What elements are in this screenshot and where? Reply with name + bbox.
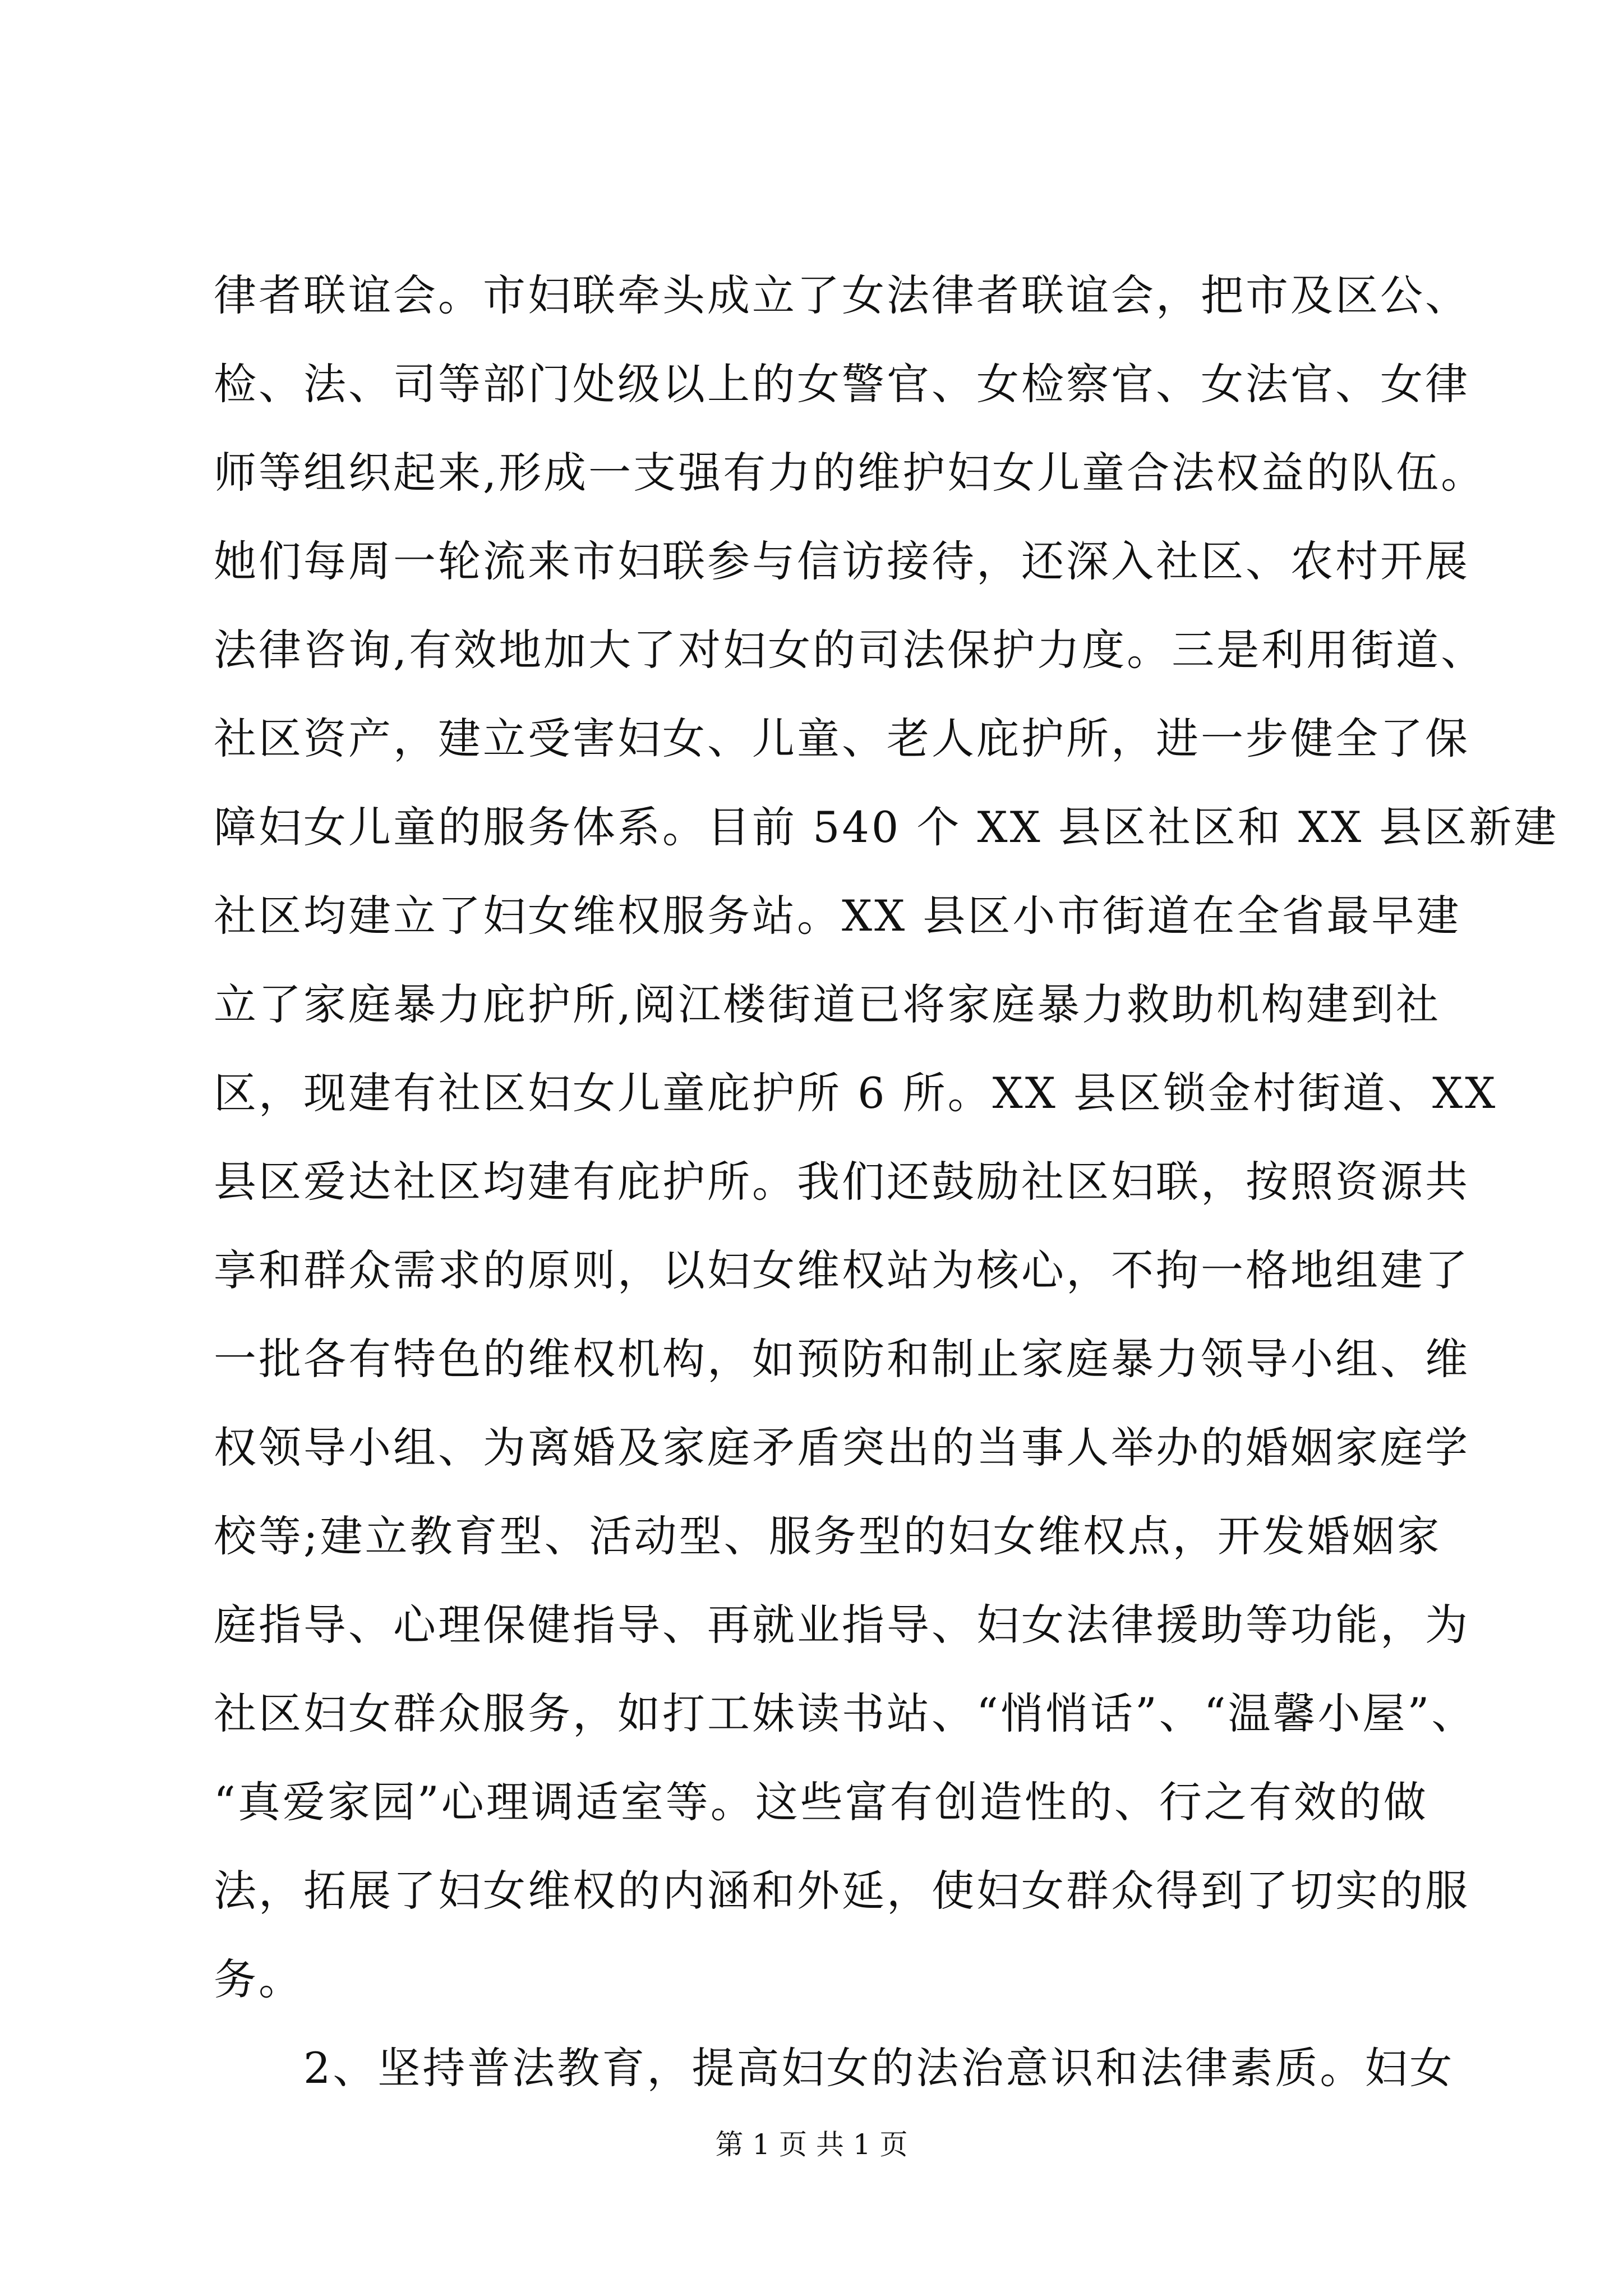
text-line: 校等;建立教育型、活动型、服务型的妇女维权点，开发婚姻家	[214, 1511, 1442, 1561]
text-line: 社区资产，建立受害妇女、儿童、老人庇护所，进一步健全了保	[214, 714, 1470, 763]
body-text	[214, 251, 1559, 2113]
text-line: 检、法、司等部门处级以上的女警官、女检察官、女法官、女律	[214, 359, 1470, 409]
text-line: 她们每周一轮流来市妇联参与信访接待，还深入社区、农村开展	[214, 536, 1470, 586]
text-line: “真爱家园”心理调适室等。这些富有创造性的、行之有效的做	[214, 1777, 1428, 1827]
text-line: 障妇女儿童的服务体系。目前 540 个 XX 县区社区和 XX 县区新建	[214, 802, 1559, 852]
text-line: 社区均建立了妇女维权服务站。XX 县区小市街道在全省最早建	[214, 891, 1461, 941]
text-line: 务。	[214, 1954, 303, 2004]
page-number-label: 第 1 页 共 1 页	[715, 2128, 908, 2161]
text-line: 庭指导、心理保健指导、再就业指导、妇女法律援助等功能，为	[214, 1600, 1470, 1650]
text-line: 2、坚持普法教育，提高妇女的法治意识和法律素质。妇女	[214, 2043, 1455, 2093]
text-line: 一批各有特色的维权机构，如预防和制止家庭暴力领导小组、维	[214, 1334, 1470, 1384]
text-line: 律者联谊会。市妇联牵头成立了女法律者联谊会，把市及区公、	[214, 270, 1470, 320]
text-line: 权领导小组、为离婚及家庭矛盾突出的当事人举办的婚姻家庭学	[214, 1423, 1470, 1473]
text-line: 县区爱达社区均建有庇护所。我们还鼓励社区妇联，按照资源共	[214, 1157, 1470, 1207]
text-line: 法，拓展了妇女维权的内涵和外延，使妇女群众得到了切实的服	[214, 1866, 1470, 1916]
text-line: 区，现建有社区妇女儿童庇护所 6 所。XX 县区锁金村街道、XX	[214, 1068, 1498, 1118]
text-line: 法律咨询,有效地加大了对妇女的司法保护力度。三是利用街道、	[214, 625, 1486, 675]
text-line: 享和群众需求的原则，以妇女维权站为核心，不拘一格地组建了	[214, 1245, 1470, 1295]
text-line: 社区妇女群众服务，如打工妹读书站、“悄悄话”、“温馨小屋”、	[214, 1688, 1477, 1738]
text-line: 师等组织起来,形成一支强有力的维护妇女儿童合法权益的队伍。	[214, 448, 1486, 498]
text-line: 立了家庭暴力庇护所,阅江楼街道已将家庭暴力救助机构建到社	[214, 979, 1441, 1029]
page-footer	[0, 2125, 1623, 2164]
